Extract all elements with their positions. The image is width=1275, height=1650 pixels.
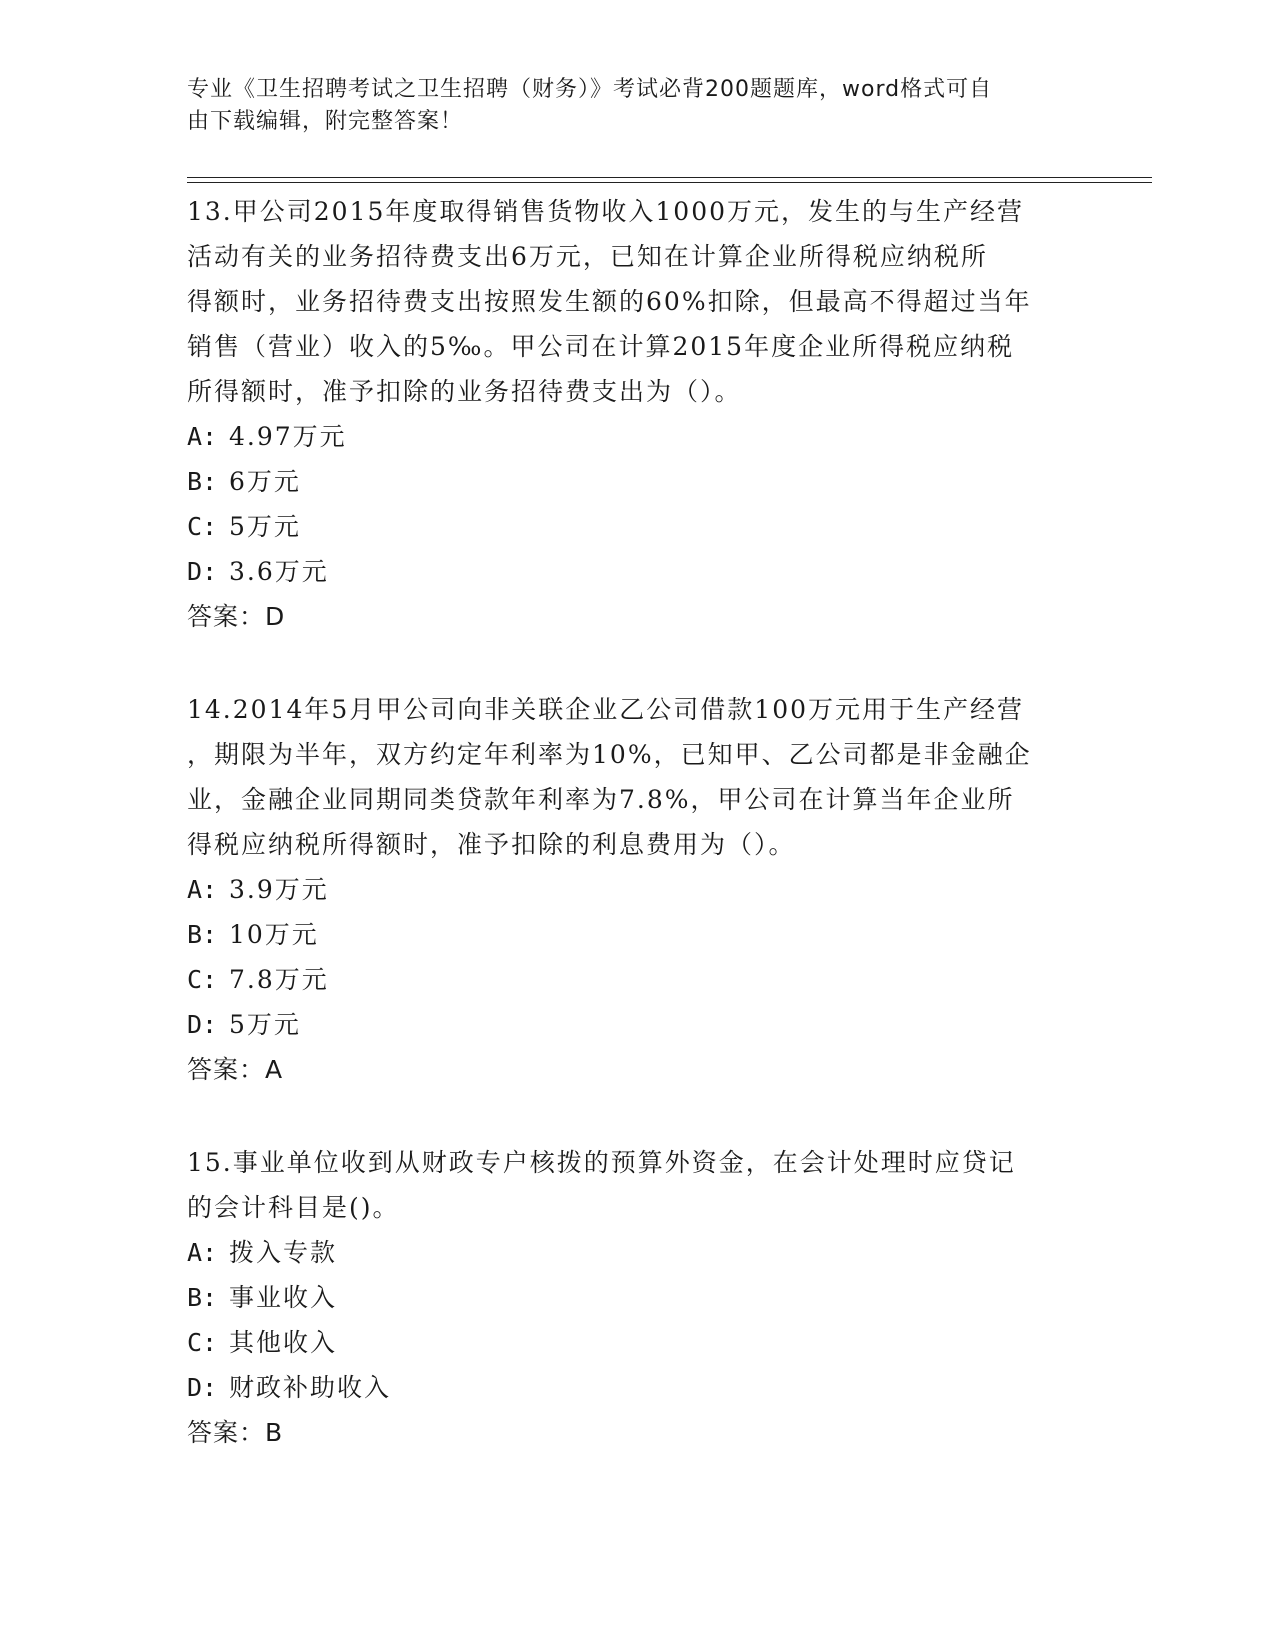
option-letter: C: — [187, 512, 218, 541]
option-d — [187, 549, 1087, 594]
header-line-1: 专业《卫生招聘考试之卫生招聘（财务）》考试必背200题题库，word格式可自 — [187, 77, 993, 102]
option-b — [187, 459, 1087, 504]
question-15 — [187, 1140, 1087, 1455]
option-c — [187, 504, 1087, 549]
question-text-line: 13.甲公司2015年度取得销售货物收入1000万元，发生的与生产经营 — [187, 197, 1025, 226]
header-rule-bottom — [187, 182, 1152, 183]
option-text: 3.6万元 — [229, 557, 329, 586]
option-letter: D: — [187, 1373, 218, 1402]
option-text: 拨入专款 — [229, 1238, 338, 1267]
question-text-line: 得税应纳税所得额时，准予扣除的利息费用为（）。 — [187, 830, 796, 859]
option-b — [187, 912, 1087, 957]
question-text-line: 的会计科目是()。 — [187, 1193, 400, 1222]
option-letter: C: — [187, 965, 218, 994]
option-text: 4.97万元 — [229, 422, 347, 451]
question-text-line: 15.事业单位收到从财政专户核拨的预算外资金，在会计处理时应贷记 — [187, 1148, 1016, 1177]
header-rule-top — [187, 177, 1152, 178]
answer-line: 答案：B — [187, 1418, 284, 1447]
option-text: 10万元 — [229, 920, 319, 949]
question-13 — [187, 189, 1087, 639]
question-text-line: 14.2014年5月甲公司向非关联企业乙公司借款100万元用于生产经营 — [187, 695, 1025, 724]
option-text: 6万元 — [229, 467, 301, 496]
option-a — [187, 414, 1087, 459]
option-letter: B: — [187, 467, 218, 496]
option-text: 财政补助收入 — [229, 1373, 392, 1402]
option-text: 3.9万元 — [229, 875, 329, 904]
option-a — [187, 1230, 1087, 1275]
question-text-line: 得额时，业务招待费支出按照发生额的60%扣除，但最高不得超过当年 — [187, 287, 1032, 316]
option-c — [187, 1320, 1087, 1365]
document-header — [187, 74, 1087, 138]
question-text-line: 销售（营业）收入的5‰。甲公司在计算2015年度企业所得税应纳税 — [187, 332, 1015, 361]
question-text-line: 活动有关的业务招待费支出6万元，已知在计算企业所得税应纳税所 — [187, 242, 988, 271]
option-a — [187, 867, 1087, 912]
option-letter: D: — [187, 1010, 218, 1039]
option-letter: A: — [187, 422, 218, 451]
option-letter: C: — [187, 1328, 218, 1357]
question-text-line: 业，金融企业同期同类贷款年利率为7.8%，甲公司在计算当年企业所 — [187, 785, 1015, 814]
option-letter: A: — [187, 1238, 218, 1267]
option-d — [187, 1365, 1087, 1410]
option-letter: B: — [187, 920, 218, 949]
option-text: 其他收入 — [229, 1328, 338, 1357]
option-letter: A: — [187, 875, 218, 904]
option-text: 5万元 — [229, 512, 301, 541]
question-text-line: 所得额时，准予扣除的业务招待费支出为（）。 — [187, 377, 742, 406]
option-letter: B: — [187, 1283, 218, 1312]
answer-line: 答案：D — [187, 602, 286, 631]
option-d — [187, 1002, 1087, 1047]
header-line-2: 由下载编辑，附完整答案！ — [187, 109, 464, 134]
answer-line: 答案：A — [187, 1055, 284, 1084]
question-text-line: ，期限为半年，双方约定年利率为10%，已知甲、乙公司都是非金融企 — [187, 740, 1032, 769]
option-b — [187, 1275, 1087, 1320]
option-letter: D: — [187, 557, 218, 586]
question-14 — [187, 687, 1087, 1092]
option-text: 事业收入 — [229, 1283, 338, 1312]
option-text: 5万元 — [229, 1010, 301, 1039]
option-text: 7.8万元 — [229, 965, 329, 994]
option-c — [187, 957, 1087, 1002]
